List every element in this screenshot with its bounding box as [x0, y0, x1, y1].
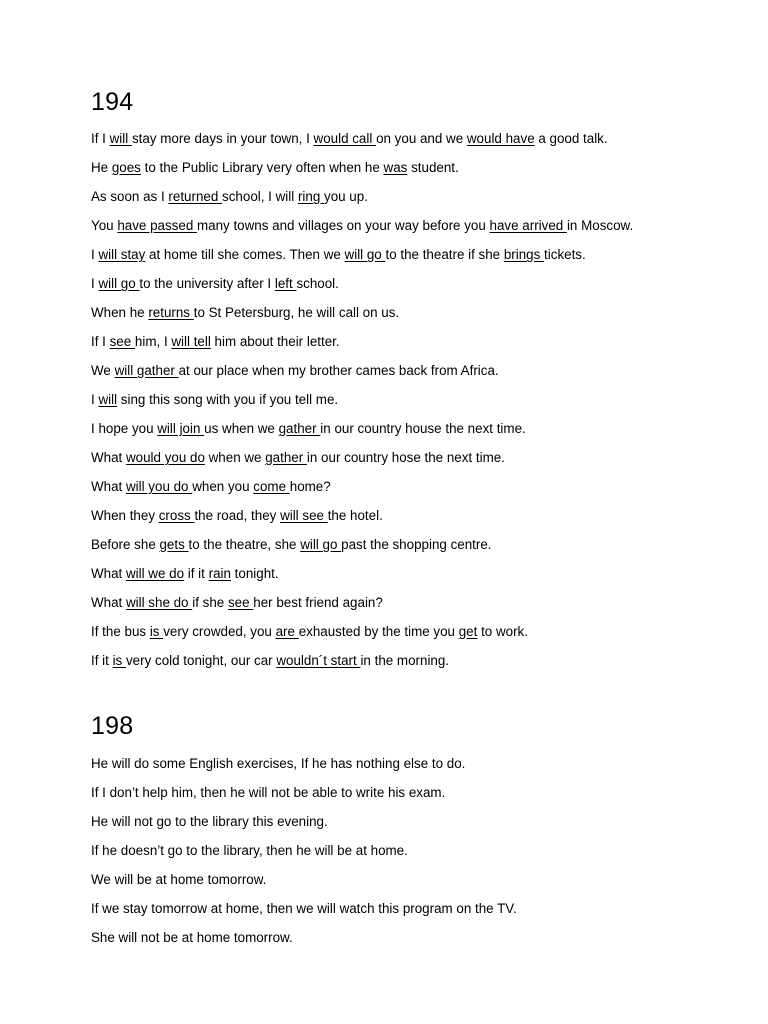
sentence-text: We: [91, 363, 115, 378]
sentence-text: If the bus: [91, 624, 150, 639]
underlined-verb: will stay: [98, 247, 146, 262]
underlined-verb: is: [112, 653, 126, 668]
underlined-verb: would have: [466, 131, 535, 146]
sentence-text: He will not go to the library this evening.: [91, 814, 328, 829]
underlined-verb: wouldn´t start: [276, 653, 361, 668]
underlined-verb: goes: [111, 160, 141, 175]
sentence-line: [91, 652, 633, 681]
sentence-line: [91, 478, 633, 507]
sentence-text: She will not be at home tomorrow.: [91, 930, 293, 945]
sentence-line: [91, 188, 633, 217]
underlined-verb: will gather: [114, 363, 179, 378]
sentence-text: in our country hose the next time.: [306, 450, 505, 465]
sentence-text: If he doesn’t go to the library, then he will be at home.: [91, 843, 408, 858]
sentence-line: [91, 813, 517, 842]
sentence-text: If it: [91, 653, 113, 668]
underlined-verb: left: [274, 276, 297, 291]
underlined-verb: will join: [157, 421, 205, 436]
sentence-text: when you: [192, 479, 254, 494]
sentence-text: a good talk.: [534, 131, 608, 146]
sentence-text: very cold tonight, our car: [125, 653, 277, 668]
underlined-verb: see: [227, 595, 254, 610]
sentence-text: home?: [289, 479, 331, 494]
sentence-text: in the morning.: [360, 653, 450, 668]
sentence-line: [91, 871, 517, 900]
sentence-line: [91, 900, 517, 929]
exercise-heading: 194: [91, 88, 134, 116]
sentence-text: We will be at home tomorrow.: [91, 872, 267, 887]
sentence-text: student.: [407, 160, 459, 175]
sentence-line: [91, 391, 633, 420]
underlined-verb: will we do: [125, 566, 185, 581]
underlined-verb: will you do: [125, 479, 193, 494]
sentence-text: tonight.: [230, 566, 279, 581]
sentence-line: [91, 420, 633, 449]
underlined-verb: gather: [278, 421, 321, 436]
exercise-heading: 198: [91, 712, 134, 740]
underlined-verb: will tell: [171, 334, 211, 349]
underlined-verb: have passed: [117, 218, 197, 233]
sentence-text: to the theatre, she: [188, 537, 301, 552]
underlined-verb: is: [149, 624, 164, 639]
sentence-text: past the shopping centre.: [341, 537, 492, 552]
sentence-text: What: [91, 566, 126, 581]
underlined-verb: brings: [503, 247, 545, 262]
sentence-text: If I don’t help him, then he will not be able to write his exam.: [91, 785, 446, 800]
sentence-text: exhausted by the time you: [298, 624, 459, 639]
sentence-text: her best friend again?: [253, 595, 383, 610]
underlined-verb: gather: [265, 450, 307, 465]
sentence-line: [91, 784, 517, 813]
sentence-text: school, I will: [222, 189, 298, 204]
sentence-line: [91, 304, 633, 333]
sentence-line: [91, 565, 633, 594]
sentence-text: I: [91, 392, 99, 407]
sentence-line: [91, 130, 633, 159]
sentence-text: many towns and villages on your way before you: [197, 218, 490, 233]
sentence-text: on you and we: [376, 131, 467, 146]
underlined-verb: will go: [344, 247, 386, 262]
underlined-verb: was: [383, 160, 408, 175]
exercise-198: [91, 711, 517, 958]
sentence-line: [91, 507, 633, 536]
underlined-verb: will: [109, 131, 132, 146]
sentence-text: to the Public Library very often when he: [140, 160, 384, 175]
sentence-text: at home till she comes. Then we: [145, 247, 345, 262]
exercise-194: [91, 87, 633, 681]
sentence-text: He will do some English exercises, If he has nothing else to do.: [91, 756, 466, 771]
sentence-text: I hope you: [91, 421, 158, 436]
sentence-text: you up.: [324, 189, 368, 204]
sentence-line: [91, 929, 517, 958]
sentence-text: If I: [91, 131, 110, 146]
sentence-text: in our country house the next time.: [320, 421, 526, 436]
underlined-verb: will she do: [125, 595, 193, 610]
underlined-verb: rain: [208, 566, 231, 581]
sentence-text: when we: [204, 450, 266, 465]
underlined-verb: see: [109, 334, 135, 349]
sentence-line: [91, 246, 633, 275]
sentence-text: to the theatre if she: [385, 247, 504, 262]
underlined-verb: ring: [297, 189, 324, 204]
underlined-verb: will go: [300, 537, 342, 552]
sentence-text: if she: [192, 595, 228, 610]
sentence-text: to the university after I: [139, 276, 275, 291]
underlined-verb: returned: [168, 189, 223, 204]
underlined-verb: cross: [158, 508, 195, 523]
sentence-text: at our place when my brother cames back from Africa.: [178, 363, 499, 378]
sentence-text: us when we: [204, 421, 279, 436]
sentence-line: [91, 159, 633, 188]
sentence-text: Before she: [91, 537, 160, 552]
sentence-text: As soon as I: [91, 189, 169, 204]
sentence-text: When he: [91, 305, 149, 320]
sentence-line: [91, 623, 633, 652]
underlined-verb: would call: [313, 131, 377, 146]
sentence-text: to work.: [477, 624, 528, 639]
sentence-text: What: [91, 479, 126, 494]
sentence-text: tickets.: [544, 247, 586, 262]
sentence-line: [91, 217, 633, 246]
sentence-text: When they: [91, 508, 159, 523]
underlined-verb: would you do: [125, 450, 205, 465]
underlined-verb: will: [98, 392, 118, 407]
sentence-text: very crowded, you: [163, 624, 276, 639]
sentence-text: school.: [296, 276, 339, 291]
underlined-verb: are: [275, 624, 299, 639]
sentence-line: [91, 275, 633, 304]
sentence-list: [91, 755, 517, 958]
sentence-line: [91, 842, 517, 871]
sentence-list: [91, 130, 633, 681]
sentence-line: [91, 755, 517, 784]
sentence-text: You: [91, 218, 118, 233]
sentence-text: I: [91, 276, 99, 291]
sentence-text: He: [91, 160, 112, 175]
sentence-line: [91, 333, 633, 362]
sentence-text: him about their letter.: [210, 334, 340, 349]
sentence-line: [91, 449, 633, 478]
sentence-text: him, I: [134, 334, 172, 349]
underlined-verb: have arrived: [489, 218, 567, 233]
underlined-verb: get: [458, 624, 478, 639]
sentence-text: if it: [184, 566, 209, 581]
underlined-verb: will go: [98, 276, 140, 291]
sentence-line: [91, 362, 633, 391]
sentence-text: the hotel.: [327, 508, 383, 523]
sentence-text: sing this song with you if you tell me.: [117, 392, 339, 407]
sentence-text: the road, they: [194, 508, 281, 523]
sentence-text: If I: [91, 334, 110, 349]
underlined-verb: will see: [280, 508, 328, 523]
sentence-text: stay more days in your town, I: [131, 131, 314, 146]
underlined-verb: come: [253, 479, 290, 494]
sentence-line: [91, 594, 633, 623]
underlined-verb: returns: [148, 305, 194, 320]
sentence-text: What: [91, 595, 126, 610]
underlined-verb: gets: [159, 537, 189, 552]
sentence-line: [91, 536, 633, 565]
sentence-text: in Moscow.: [566, 218, 634, 233]
sentence-text: If we stay tomorrow at home, then we will watch this program on the TV.: [91, 901, 517, 916]
sentence-text: I: [91, 247, 99, 262]
sentence-text: What: [91, 450, 126, 465]
sentence-text: to St Petersburg, he will call on us.: [193, 305, 400, 320]
